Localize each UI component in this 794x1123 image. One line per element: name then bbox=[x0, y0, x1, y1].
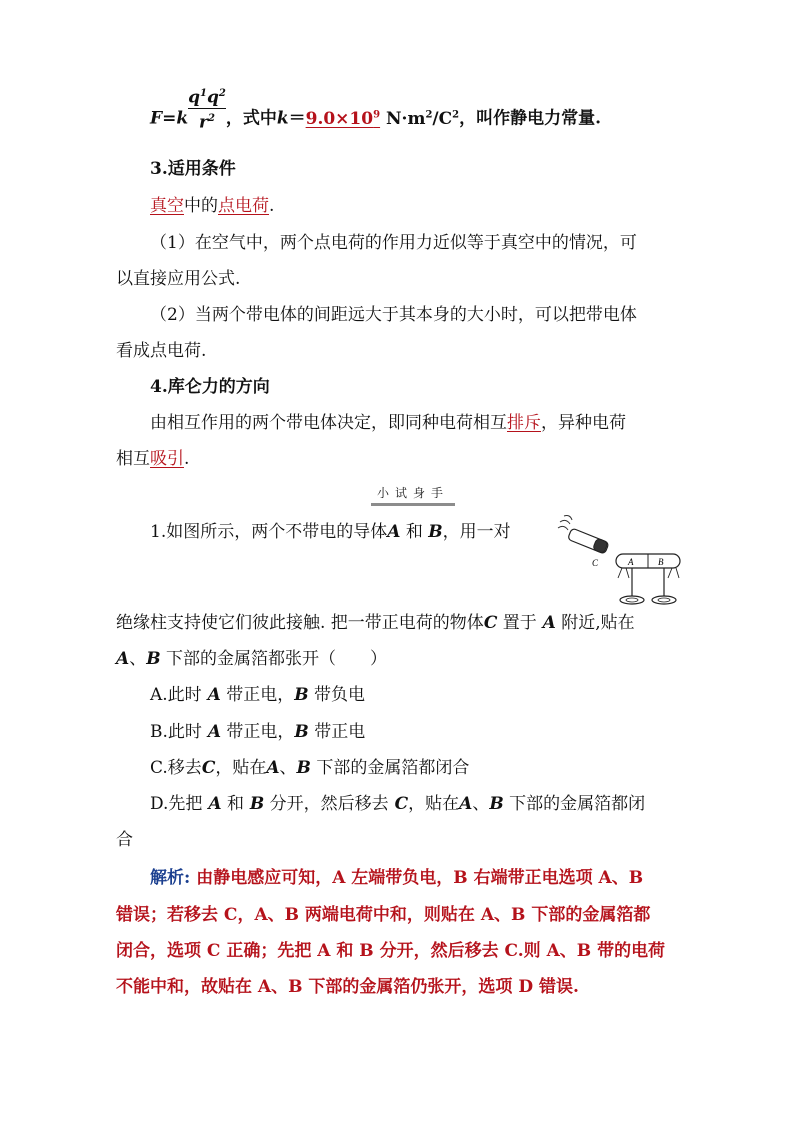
section-4-heading: 4.库仑力的方向 bbox=[150, 377, 270, 397]
question-line3: A、B 下部的金属箔都张开（ ） bbox=[116, 649, 387, 669]
formula-fraction bbox=[188, 85, 226, 131]
charged-rod-c bbox=[558, 516, 609, 555]
option-d-line2: 合 bbox=[116, 830, 133, 850]
answer-point-charge: 点电荷 bbox=[218, 196, 269, 216]
fraction-denominator: $r^2$ bbox=[199, 112, 215, 133]
tag-underline bbox=[371, 503, 455, 506]
analysis-label: 解析: bbox=[150, 868, 191, 888]
coulomb-formula bbox=[150, 87, 602, 133]
formula-text-mid: ，式中 bbox=[225, 108, 277, 129]
answer-repel: 排斥 bbox=[507, 413, 541, 433]
label-a: A bbox=[628, 557, 634, 567]
formula-unit: $N\cdot m^2/C^2$ bbox=[380, 108, 460, 129]
formula-k: k bbox=[176, 108, 189, 129]
answer-attract: 吸引 bbox=[150, 449, 184, 469]
practice-tag: 小试身手 bbox=[371, 484, 455, 501]
option-c: C.移去C，贴在A、B 下部的金属箔都闭合 bbox=[150, 758, 470, 778]
formula-k2: k bbox=[276, 108, 289, 129]
label-b: B bbox=[658, 557, 664, 567]
formula-F: F bbox=[150, 108, 163, 129]
analysis-line4: 不能中和，故贴在 A、B 下部的金属箔仍张开，选项 D 错误. bbox=[116, 977, 579, 997]
option-a: A.此时 A 带正电，B 带负电 bbox=[150, 685, 365, 705]
section-3-condition: 真空中的点电荷. bbox=[150, 196, 275, 216]
analysis-line2: 错误；若移去 C，A、B 两端电荷中和，则贴在 A、B 下部的金属箔都 bbox=[116, 905, 651, 925]
section-4-line1: 由相互作用的两个带电体决定，即同种电荷相互排斥，异种电荷 bbox=[150, 413, 626, 433]
analysis-line1: 解析: 由静电感应可知，A 左端带负电，B 右端带正电选项 A、B bbox=[150, 868, 644, 888]
fraction-bar bbox=[188, 108, 226, 109]
label-c: C bbox=[592, 558, 599, 568]
answer-vacuum: 真空 bbox=[150, 196, 184, 216]
question-line2: 绝缘柱支持使它们彼此接触. 把一带正电荷的物体C 置于 A 附近,贴在 bbox=[116, 613, 635, 633]
conductor-figure bbox=[550, 512, 690, 612]
fraction-numerator: $q^1q^2$ bbox=[188, 87, 226, 108]
question-line1: 1.如图所示，两个不带电的导体A 和 B，用一对 bbox=[150, 522, 511, 542]
formula-eq: = bbox=[162, 108, 177, 129]
option-b: B.此时 A 带正电，B 带正电 bbox=[150, 722, 366, 742]
formula-tail: ，叫作静电力常量. bbox=[459, 108, 602, 129]
section-3-item1-line2: 以直接应用公式. bbox=[116, 269, 241, 289]
formula-eq2: ＝ bbox=[288, 108, 306, 129]
option-d-line1: D.先把 A 和 B 分开，然后移去 C，贴在A、B 下部的金属箔都闭 bbox=[150, 794, 646, 814]
section-3-heading: 3.适用条件 bbox=[150, 159, 236, 179]
analysis-line3: 闭合，选项 C 正确；先把 A 和 B 分开，然后移去 C.则 A、B 带的电荷 bbox=[116, 941, 666, 961]
section-4-line2: 相互吸引. bbox=[116, 449, 190, 469]
section-3-item2-line2: 看成点电荷. bbox=[116, 341, 207, 361]
constant-value: $9.0\times 10^9$ bbox=[305, 108, 381, 129]
section-3-item1-line1: （1）在空气中，两个点电荷的作用力近似等于真空中的情况，可 bbox=[150, 233, 637, 253]
section-3-item2-line1: （2）当两个带电体的间距远大于其本身的大小时，可以把带电体 bbox=[150, 305, 637, 325]
